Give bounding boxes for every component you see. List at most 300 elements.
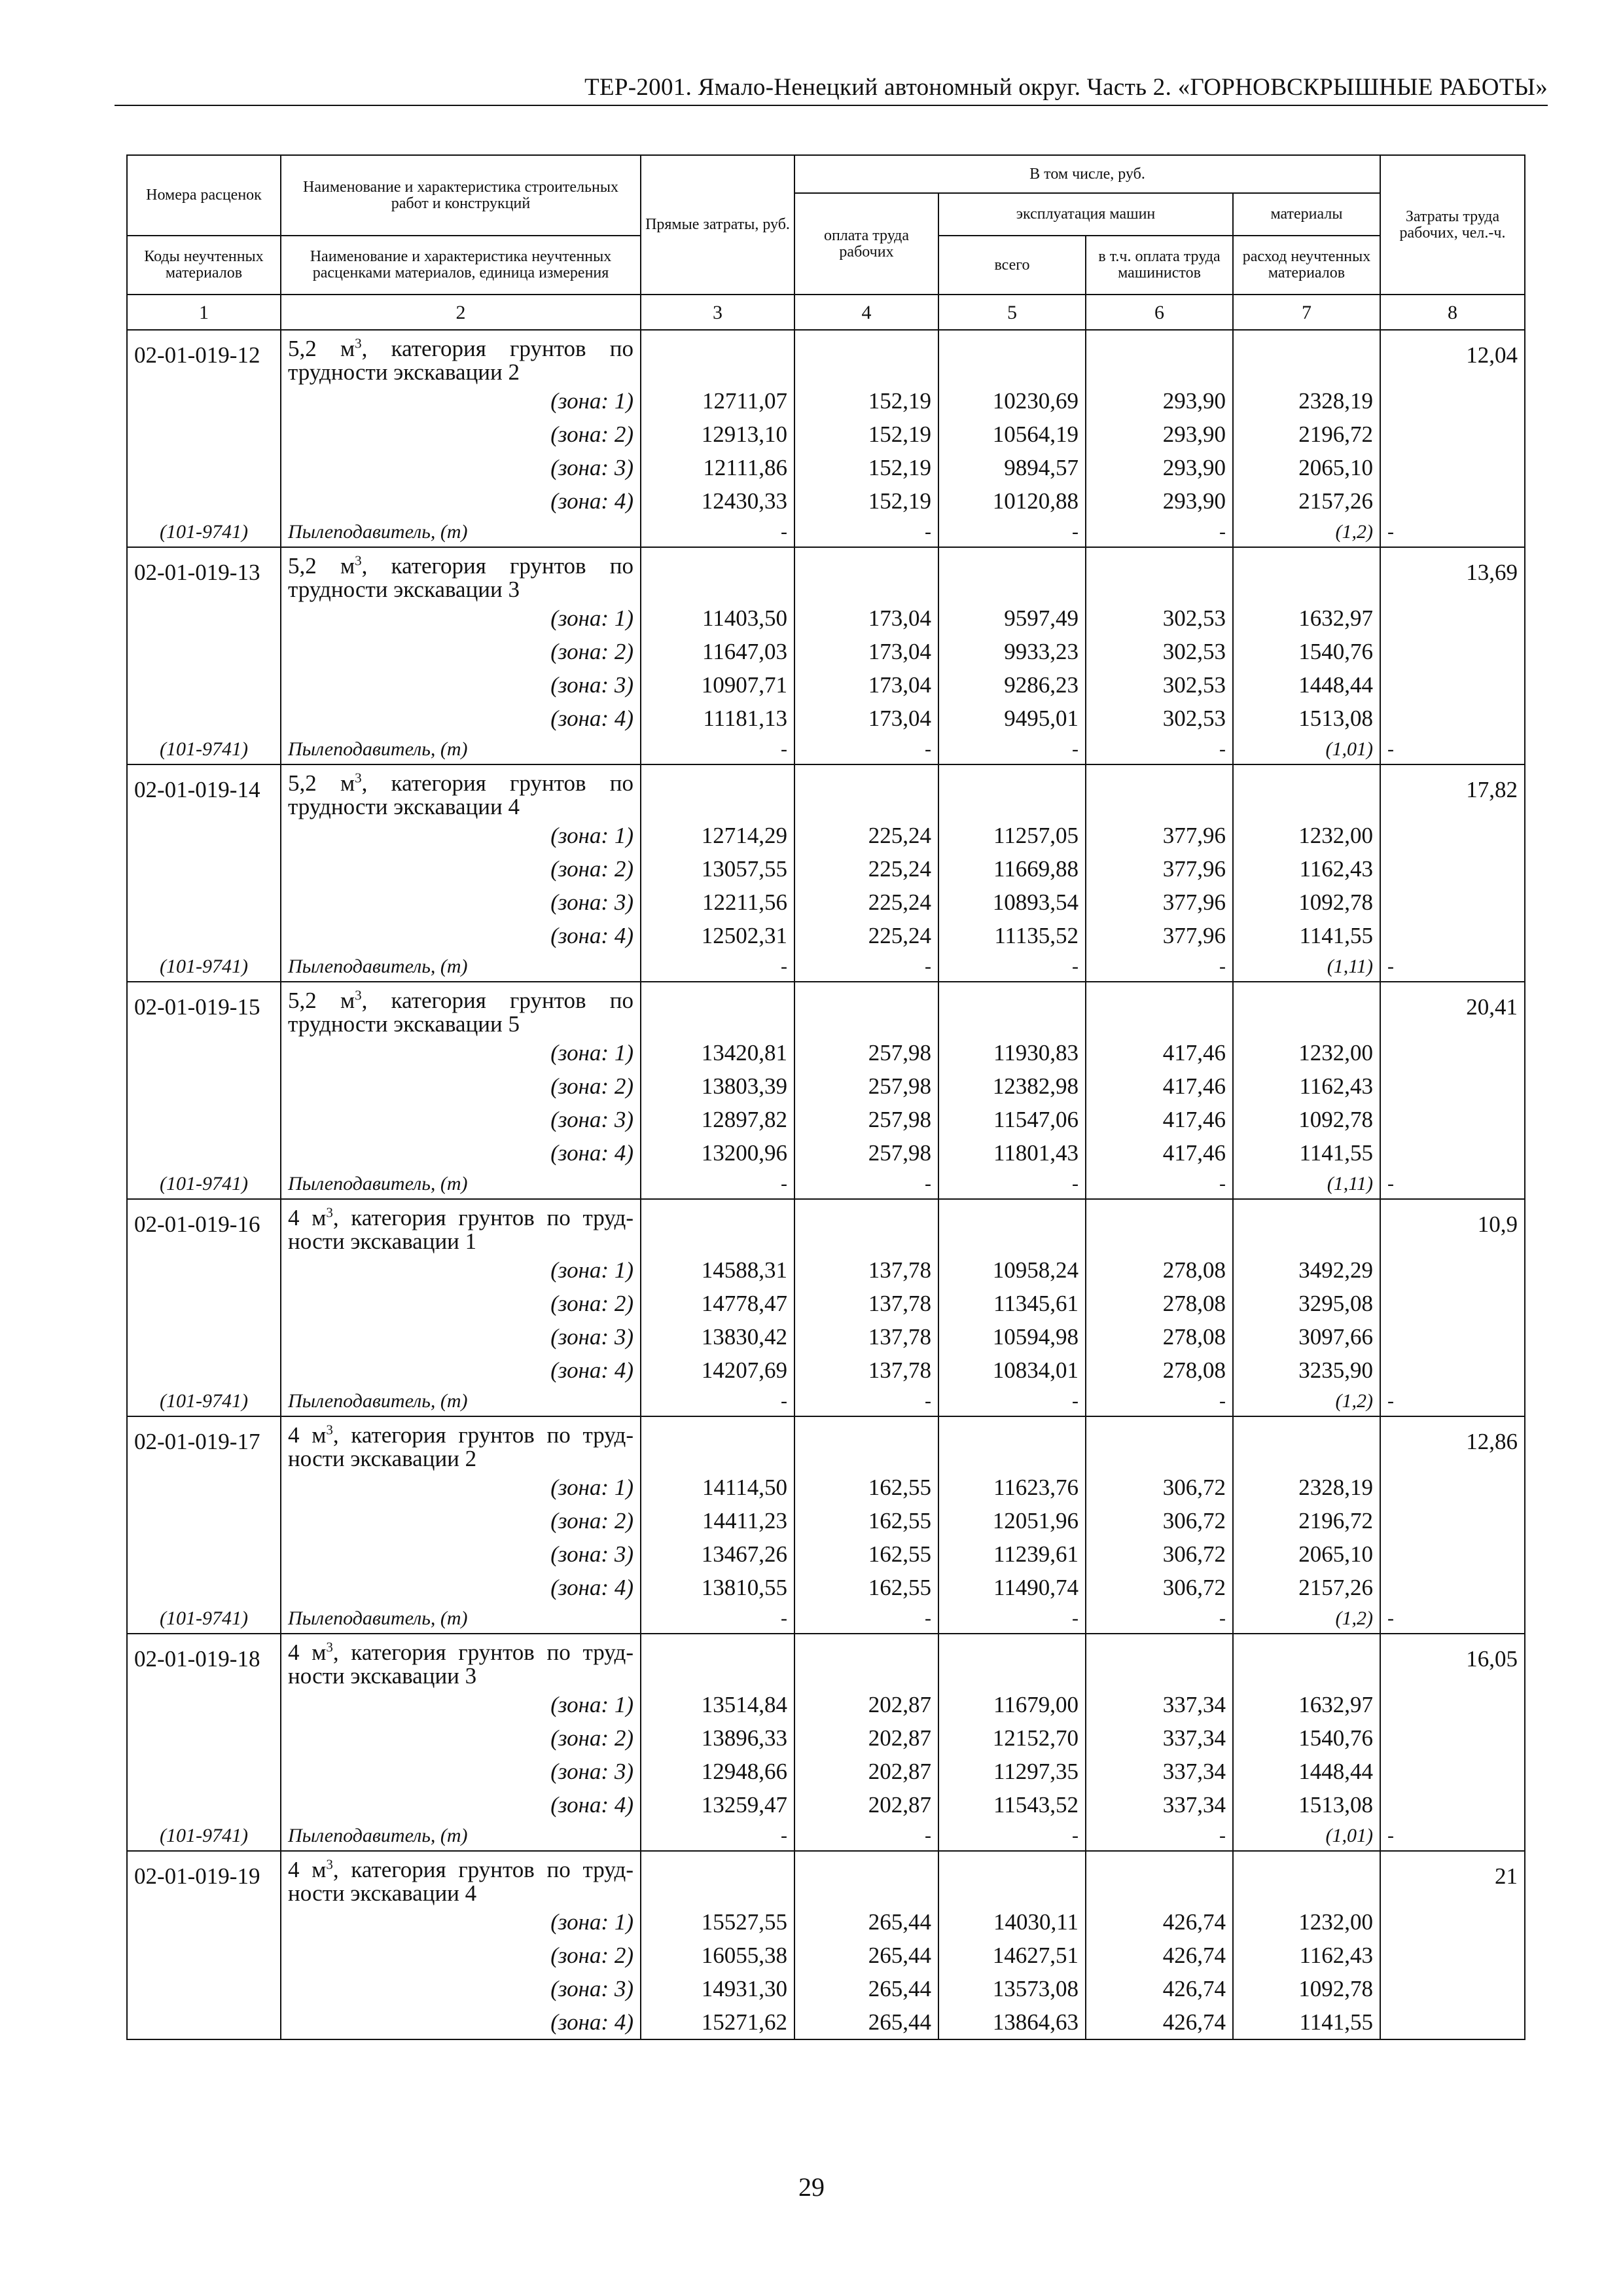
empty-cell	[1380, 702, 1525, 735]
empty-cell	[794, 764, 938, 819]
rate-title-line1	[288, 989, 633, 1013]
title-category: , категория грунтов по труд-	[332, 1640, 633, 1665]
rate-code: 02-01-019-17	[127, 1416, 281, 1471]
machine-total: 10594,98	[938, 1320, 1086, 1354]
machine-total: 10230,69	[938, 384, 1086, 418]
materials-cost: 2157,26	[1233, 1571, 1380, 1604]
zone-label: (зона: 4)	[281, 1354, 641, 1387]
zone-row	[127, 635, 1525, 668]
dash-cell: -	[1380, 1387, 1525, 1416]
machinist-pay: 293,90	[1086, 418, 1233, 451]
empty-cell	[1233, 982, 1380, 1036]
direct-cost: 14588,31	[641, 1253, 794, 1287]
zone-row	[127, 852, 1525, 886]
dash-cell: -	[1380, 1170, 1525, 1199]
empty-cell	[641, 764, 794, 819]
dash-cell: -	[641, 518, 794, 547]
machinist-pay: 278,08	[1086, 1320, 1233, 1354]
zone-row	[127, 418, 1525, 451]
empty-cell	[1380, 1972, 1525, 2005]
rate-title	[281, 547, 641, 601]
machinist-pay: 306,72	[1086, 1504, 1233, 1537]
direct-cost: 12711,07	[641, 384, 794, 418]
rate-title-line1	[288, 1206, 633, 1230]
empty-cell	[1380, 1136, 1525, 1170]
title-unit: 4 м	[288, 1422, 327, 1448]
direct-cost: 13467,26	[641, 1537, 794, 1571]
empty-cell	[641, 1416, 794, 1471]
header-col3: Прямые затраты, руб.	[641, 155, 794, 295]
rate-title-line2: ности экскавации 4	[288, 1880, 477, 1906]
empty-cell	[127, 886, 281, 919]
empty-cell	[1380, 1354, 1525, 1387]
dash-cell: -	[794, 1821, 938, 1851]
zone-label: (зона: 2)	[281, 1069, 641, 1103]
empty-cell	[1380, 418, 1525, 451]
zone-row	[127, 1755, 1525, 1788]
machine-total: 10958,24	[938, 1253, 1086, 1287]
empty-cell	[127, 1136, 281, 1170]
header-col2-bottom: Наименование и характеристика неучтенных расценками материалов, единица измерения	[281, 236, 641, 295]
zone-label: (зона: 4)	[281, 1136, 641, 1170]
zone-label: (зона: 3)	[281, 1755, 641, 1788]
resource-amount: (1,01)	[1233, 1821, 1380, 1851]
direct-cost: 13810,55	[641, 1571, 794, 1604]
rate-code: 02-01-019-15	[127, 982, 281, 1036]
machinist-pay: 417,46	[1086, 1036, 1233, 1069]
empty-cell	[1380, 1320, 1525, 1354]
column-number: 8	[1380, 295, 1525, 330]
empty-cell	[1380, 1755, 1525, 1788]
direct-cost: 13259,47	[641, 1788, 794, 1821]
dash-cell: -	[1086, 1170, 1233, 1199]
machinist-pay: 426,74	[1086, 1905, 1233, 1939]
direct-cost: 13830,42	[641, 1320, 794, 1354]
resource-amount: (1,2)	[1233, 518, 1380, 547]
zone-row	[127, 819, 1525, 852]
column-number: 5	[938, 295, 1086, 330]
title-unit: 5,2 м	[288, 336, 355, 361]
zone-label: (зона: 4)	[281, 919, 641, 952]
title-category: , категория грунтов по	[361, 336, 633, 361]
materials-cost: 2328,19	[1233, 1471, 1380, 1504]
zone-row	[127, 484, 1525, 518]
empty-cell	[1380, 1504, 1525, 1537]
direct-cost: 10907,71	[641, 668, 794, 702]
empty-cell	[1086, 1851, 1233, 1905]
materials-cost: 3295,08	[1233, 1287, 1380, 1320]
machine-total: 10120,88	[938, 484, 1086, 518]
dash-cell: -	[1380, 518, 1525, 547]
resource-code: (101-9741)	[127, 1387, 281, 1416]
materials-cost: 2065,10	[1233, 451, 1380, 484]
direct-cost: 13420,81	[641, 1036, 794, 1069]
title-category: , категория грунтов по	[361, 988, 633, 1013]
empty-cell	[127, 702, 281, 735]
materials-cost: 1632,97	[1233, 601, 1380, 635]
resource-code: (101-9741)	[127, 735, 281, 764]
worker-pay: 225,24	[794, 919, 938, 952]
direct-cost: 11647,03	[641, 635, 794, 668]
rate-code: 02-01-019-16	[127, 1199, 281, 1253]
empty-cell	[1380, 1036, 1525, 1069]
resource-name: Пылеподавитель, (т)	[281, 1604, 641, 1634]
machinist-pay: 377,96	[1086, 919, 1233, 952]
rate-title-line1	[288, 554, 633, 578]
empty-cell	[127, 484, 281, 518]
empty-cell	[1086, 330, 1233, 384]
rate-title-line2: ности экскавации 3	[288, 1663, 477, 1689]
worker-pay: 265,44	[794, 2005, 938, 2039]
materials-cost: 3492,29	[1233, 1253, 1380, 1287]
empty-cell	[1380, 1939, 1525, 1972]
zone-label: (зона: 1)	[281, 1905, 641, 1939]
machine-total: 11257,05	[938, 819, 1086, 852]
zone-label: (зона: 2)	[281, 635, 641, 668]
header-materials: материалы	[1233, 193, 1380, 236]
machine-total: 10834,01	[938, 1354, 1086, 1387]
zone-row	[127, 601, 1525, 635]
header-col4: оплата труда рабочих	[794, 193, 938, 295]
title-unit-power: 3	[326, 1856, 333, 1873]
price-table	[126, 154, 1525, 2040]
rate-title-row	[127, 982, 1525, 1036]
header-machines: эксплуатация машин	[938, 193, 1233, 236]
title-unit-power: 3	[326, 1422, 333, 1438]
dash-cell: -	[1086, 952, 1233, 982]
empty-cell	[1086, 764, 1233, 819]
resource-row	[127, 1604, 1525, 1634]
machine-total: 10893,54	[938, 886, 1086, 919]
worker-pay: 162,55	[794, 1537, 938, 1571]
materials-cost: 2196,72	[1233, 418, 1380, 451]
header-col5: всего	[938, 236, 1086, 295]
title-unit-power: 3	[355, 987, 362, 1003]
direct-cost: 13803,39	[641, 1069, 794, 1103]
empty-cell	[127, 2005, 281, 2039]
materials-cost: 1232,00	[1233, 1905, 1380, 1939]
machinist-pay: 302,53	[1086, 601, 1233, 635]
worker-pay: 152,19	[794, 384, 938, 418]
machine-total: 11930,83	[938, 1036, 1086, 1069]
empty-cell	[794, 1199, 938, 1253]
dash-cell: -	[1380, 1604, 1525, 1634]
empty-cell	[1380, 1253, 1525, 1287]
empty-cell	[127, 1069, 281, 1103]
title-category: , категория грунтов по труд-	[332, 1857, 633, 1882]
materials-cost: 1513,08	[1233, 1788, 1380, 1821]
zone-row	[127, 1287, 1525, 1320]
dash-cell: -	[1380, 735, 1525, 764]
direct-cost: 12211,56	[641, 886, 794, 919]
direct-cost: 12111,86	[641, 451, 794, 484]
direct-cost: 14207,69	[641, 1354, 794, 1387]
empty-cell	[127, 1320, 281, 1354]
dash-cell: -	[938, 1170, 1086, 1199]
empty-cell	[1086, 547, 1233, 601]
materials-cost: 2196,72	[1233, 1504, 1380, 1537]
materials-cost: 1232,00	[1233, 819, 1380, 852]
empty-cell	[127, 1471, 281, 1504]
machine-total: 11623,76	[938, 1471, 1086, 1504]
machinist-pay: 417,46	[1086, 1069, 1233, 1103]
dash-cell: -	[938, 952, 1086, 982]
machine-total: 13864,63	[938, 2005, 1086, 2039]
empty-cell	[1380, 1537, 1525, 1571]
zone-row	[127, 1537, 1525, 1571]
machinist-pay: 302,53	[1086, 702, 1233, 735]
header-col6: в т.ч. оплата труда машинистов	[1086, 236, 1233, 295]
empty-cell	[1380, 1571, 1525, 1604]
zone-row	[127, 1688, 1525, 1721]
worker-pay: 137,78	[794, 1253, 938, 1287]
machine-total: 9597,49	[938, 601, 1086, 635]
title-category: , категория грунтов по труд-	[332, 1422, 633, 1448]
resource-amount: (1,2)	[1233, 1604, 1380, 1634]
dash-cell: -	[938, 518, 1086, 547]
empty-cell	[1086, 982, 1233, 1036]
zone-row	[127, 384, 1525, 418]
empty-cell	[641, 1634, 794, 1688]
machine-total: 12382,98	[938, 1069, 1086, 1103]
materials-cost: 1092,78	[1233, 1103, 1380, 1136]
empty-cell	[127, 1939, 281, 1972]
materials-cost: 1141,55	[1233, 919, 1380, 952]
direct-cost: 11181,13	[641, 702, 794, 735]
zone-label: (зона: 2)	[281, 1504, 641, 1537]
zone-label: (зона: 1)	[281, 601, 641, 635]
zone-label: (зона: 3)	[281, 1103, 641, 1136]
empty-cell	[1380, 1069, 1525, 1103]
worker-pay: 152,19	[794, 451, 938, 484]
materials-cost: 1092,78	[1233, 886, 1380, 919]
empty-cell	[641, 547, 794, 601]
direct-cost: 12897,82	[641, 1103, 794, 1136]
resource-amount: (1,2)	[1233, 1387, 1380, 1416]
rate-title	[281, 1416, 641, 1471]
machinist-pay: 302,53	[1086, 635, 1233, 668]
worker-pay: 225,24	[794, 819, 938, 852]
zone-label: (зона: 3)	[281, 1972, 641, 2005]
materials-cost: 1448,44	[1233, 668, 1380, 702]
zone-label: (зона: 2)	[281, 852, 641, 886]
machinist-pay: 377,96	[1086, 819, 1233, 852]
dash-cell: -	[641, 1821, 794, 1851]
rate-title-row	[127, 764, 1525, 819]
empty-cell	[1380, 635, 1525, 668]
direct-cost: 16055,38	[641, 1939, 794, 1972]
zone-row	[127, 2005, 1525, 2039]
materials-cost: 1540,76	[1233, 1721, 1380, 1755]
machinist-pay: 337,34	[1086, 1755, 1233, 1788]
empty-cell	[1233, 1416, 1380, 1471]
empty-cell	[1380, 484, 1525, 518]
zone-label: (зона: 4)	[281, 2005, 641, 2039]
header-col2-top: Наименование и характеристика строительных работ и конструкций	[281, 155, 641, 236]
zone-label: (зона: 4)	[281, 1571, 641, 1604]
title-unit-power: 3	[326, 1639, 333, 1655]
empty-cell	[1233, 764, 1380, 819]
empty-cell	[641, 330, 794, 384]
machinist-pay: 306,72	[1086, 1537, 1233, 1571]
rate-title-row	[127, 547, 1525, 601]
resource-name: Пылеподавитель, (т)	[281, 1387, 641, 1416]
resource-row	[127, 1387, 1525, 1416]
zone-label: (зона: 2)	[281, 1287, 641, 1320]
materials-cost: 1141,55	[1233, 1136, 1380, 1170]
title-unit: 5,2 м	[288, 553, 355, 579]
machine-total: 11135,52	[938, 919, 1086, 952]
direct-cost: 13200,96	[641, 1136, 794, 1170]
materials-cost: 1162,43	[1233, 1069, 1380, 1103]
empty-cell	[938, 1199, 1086, 1253]
zone-row	[127, 1905, 1525, 1939]
machine-total: 11297,35	[938, 1755, 1086, 1788]
zone-row	[127, 1320, 1525, 1354]
labor-cost: 16,05	[1380, 1634, 1525, 1688]
machinist-pay: 293,90	[1086, 451, 1233, 484]
empty-cell	[1380, 1103, 1525, 1136]
resource-row	[127, 1170, 1525, 1199]
empty-cell	[938, 1416, 1086, 1471]
zone-label: (зона: 4)	[281, 1788, 641, 1821]
dash-cell: -	[1086, 735, 1233, 764]
empty-cell	[641, 1199, 794, 1253]
machinist-pay: 302,53	[1086, 668, 1233, 702]
empty-cell	[127, 1755, 281, 1788]
empty-cell	[1233, 547, 1380, 601]
empty-cell	[127, 1504, 281, 1537]
rate-title-line1	[288, 772, 633, 795]
zone-row	[127, 451, 1525, 484]
machinist-pay: 278,08	[1086, 1354, 1233, 1387]
machinist-pay: 293,90	[1086, 484, 1233, 518]
materials-cost: 1513,08	[1233, 702, 1380, 735]
resource-row	[127, 952, 1525, 982]
worker-pay: 202,87	[794, 1788, 938, 1821]
worker-pay: 152,19	[794, 418, 938, 451]
machinist-pay: 337,34	[1086, 1721, 1233, 1755]
table-header	[127, 155, 1525, 330]
empty-cell	[1380, 2005, 1525, 2039]
machine-total: 13573,08	[938, 1972, 1086, 2005]
rate-title-row	[127, 1634, 1525, 1688]
empty-cell	[127, 1788, 281, 1821]
rate-title	[281, 1199, 641, 1253]
empty-cell	[938, 547, 1086, 601]
machine-total: 9286,23	[938, 668, 1086, 702]
empty-cell	[127, 1103, 281, 1136]
empty-cell	[127, 1972, 281, 2005]
zone-row	[127, 886, 1525, 919]
machinist-pay: 426,74	[1086, 2005, 1233, 2039]
rate-title	[281, 330, 641, 384]
machinist-pay: 417,46	[1086, 1103, 1233, 1136]
empty-cell	[938, 1851, 1086, 1905]
labor-cost: 21	[1380, 1851, 1525, 1905]
zone-row	[127, 1103, 1525, 1136]
zone-label: (зона: 1)	[281, 1253, 641, 1287]
resource-code: (101-9741)	[127, 1821, 281, 1851]
zone-label: (зона: 3)	[281, 451, 641, 484]
empty-cell	[1380, 919, 1525, 952]
zone-row	[127, 1069, 1525, 1103]
labor-cost: 10,9	[1380, 1199, 1525, 1253]
resource-amount: (1,11)	[1233, 952, 1380, 982]
direct-cost: 14778,47	[641, 1287, 794, 1320]
resource-name: Пылеподавитель, (т)	[281, 1821, 641, 1851]
resource-name: Пылеподавитель, (т)	[281, 952, 641, 982]
worker-pay: 257,98	[794, 1069, 938, 1103]
zone-label: (зона: 2)	[281, 1721, 641, 1755]
materials-cost: 1162,43	[1233, 852, 1380, 886]
machinist-pay: 337,34	[1086, 1688, 1233, 1721]
machine-total: 14627,51	[938, 1939, 1086, 1972]
zone-row	[127, 702, 1525, 735]
empty-cell	[1233, 1851, 1380, 1905]
rate-title-line1	[288, 337, 633, 361]
empty-cell	[127, 668, 281, 702]
resource-row	[127, 1821, 1525, 1851]
column-number: 6	[1086, 295, 1233, 330]
machine-total: 11669,88	[938, 852, 1086, 886]
empty-cell	[938, 764, 1086, 819]
empty-cell	[127, 1354, 281, 1387]
dash-cell: -	[641, 1604, 794, 1634]
labor-cost: 12,04	[1380, 330, 1525, 384]
materials-cost: 2065,10	[1233, 1537, 1380, 1571]
direct-cost: 11403,50	[641, 601, 794, 635]
zone-label: (зона: 3)	[281, 1537, 641, 1571]
zone-label: (зона: 4)	[281, 484, 641, 518]
title-unit: 4 м	[288, 1640, 327, 1665]
zone-label: (зона: 1)	[281, 1471, 641, 1504]
worker-pay: 257,98	[794, 1103, 938, 1136]
dash-cell: -	[1086, 1821, 1233, 1851]
zone-label: (зона: 2)	[281, 418, 641, 451]
zone-label: (зона: 1)	[281, 1688, 641, 1721]
machine-total: 11801,43	[938, 1136, 1086, 1170]
header-rule	[115, 105, 1548, 106]
empty-cell	[127, 1287, 281, 1320]
empty-cell	[794, 1851, 938, 1905]
header-col8: Затраты труда рабочих, чел.-ч.	[1380, 155, 1525, 295]
dash-cell: -	[794, 1170, 938, 1199]
empty-cell	[1380, 1905, 1525, 1939]
machine-total: 11490,74	[938, 1571, 1086, 1604]
empty-cell	[1233, 1199, 1380, 1253]
title-category: , категория грунтов по	[361, 770, 633, 796]
direct-cost: 13514,84	[641, 1688, 794, 1721]
column-number: 3	[641, 295, 794, 330]
machine-total: 11547,06	[938, 1103, 1086, 1136]
worker-pay: 257,98	[794, 1036, 938, 1069]
rate-code: 02-01-019-18	[127, 1634, 281, 1688]
resource-amount: (1,01)	[1233, 735, 1380, 764]
machine-total: 9894,57	[938, 451, 1086, 484]
materials-cost: 1092,78	[1233, 1972, 1380, 2005]
empty-cell	[1086, 1634, 1233, 1688]
empty-cell	[1380, 1688, 1525, 1721]
running-header: ТЕР-2001. Ямало-Ненецкий автономный округ. Часть 2. «ГОРНОВСКРЫШНЫЕ РАБОТЫ»	[584, 74, 1548, 101]
resource-row	[127, 518, 1525, 547]
machinist-pay: 377,96	[1086, 886, 1233, 919]
machine-total: 11239,61	[938, 1537, 1086, 1571]
rate-title-line1	[288, 1641, 633, 1664]
empty-cell	[1380, 601, 1525, 635]
machine-total: 9933,23	[938, 635, 1086, 668]
direct-cost: 13057,55	[641, 852, 794, 886]
